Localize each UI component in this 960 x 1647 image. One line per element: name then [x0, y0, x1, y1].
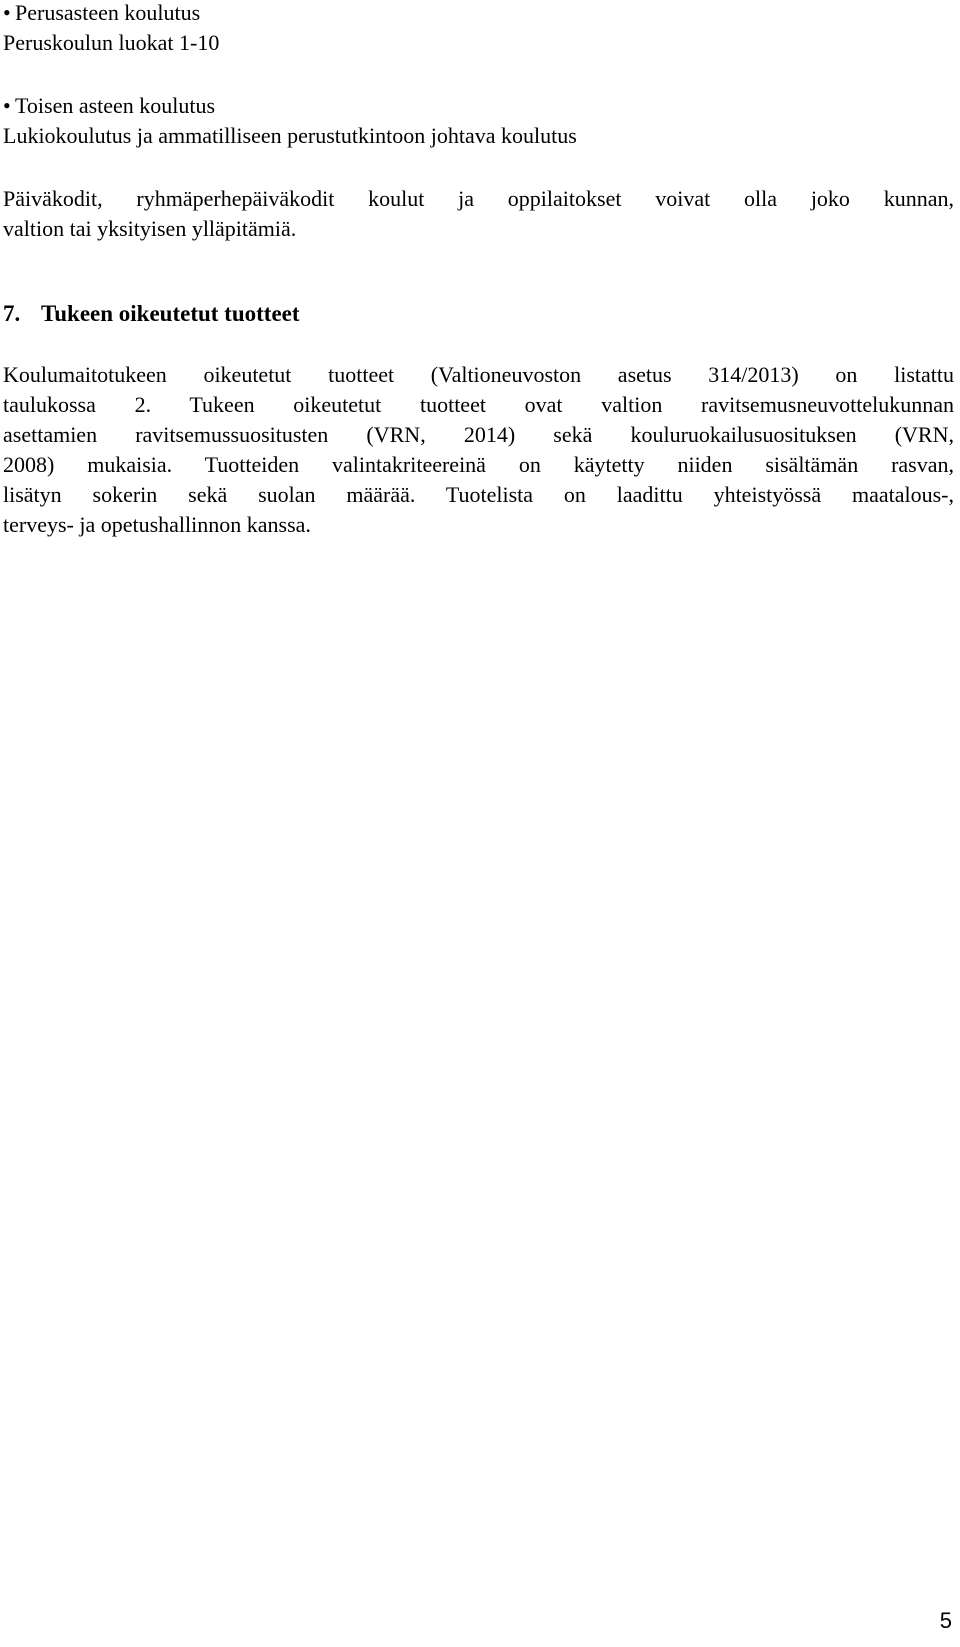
list-item-label: Perusasteen koulutus — [15, 0, 201, 25]
paragraph-line: asettamien ravitsemussuositusten (VRN, 2014) sekä kouluruokailusuosituksen (VRN, — [3, 422, 954, 447]
page-number: 5 — [939, 1608, 952, 1633]
list-item-label: Toisen asteen koulutus — [15, 93, 216, 118]
section-heading — [3, 300, 300, 328]
paragraph-line: terveys- ja opetushallinnon kanssa. — [3, 512, 311, 537]
paragraph-line: Päiväkodit, ryhmäperhepäiväkodit koulut ja oppilaitokset voivat olla joko kunnan, — [3, 186, 954, 211]
section-title: Tukeen oikeutetut tuotteet — [41, 301, 300, 326]
bullet-icon: • — [3, 93, 11, 118]
list-item-detail: Peruskoulun luokat 1-10 — [3, 30, 220, 55]
bullet-icon: • — [3, 0, 11, 25]
paragraph-line: valtion tai yksityisen ylläpitämiä. — [3, 216, 297, 241]
paragraph-line: taulukossa 2. Tukeen oikeutetut tuotteet ovat valtion ravitsemusneuvottelukunnan — [3, 392, 954, 417]
paragraph-line: lisätyn sokerin sekä suolan määrää. Tuotelista on laadittu yhteistyössä maatalous-, — [3, 482, 954, 507]
list-item — [3, 0, 200, 26]
paragraph-line: Koulumaitotukeen oikeutetut tuotteet (Valtioneuvoston asetus 314/2013) on listattu — [3, 362, 954, 387]
list-item — [3, 93, 215, 119]
list-item-detail: Lukiokoulutus ja ammatilliseen perustutkintoon johtava koulutus — [3, 123, 577, 148]
paragraph-line: 2008) mukaisia. Tuotteiden valintakriteereinä on käytetty niiden sisältämän rasvan, — [3, 452, 954, 477]
section-number: 7. — [3, 301, 21, 326]
